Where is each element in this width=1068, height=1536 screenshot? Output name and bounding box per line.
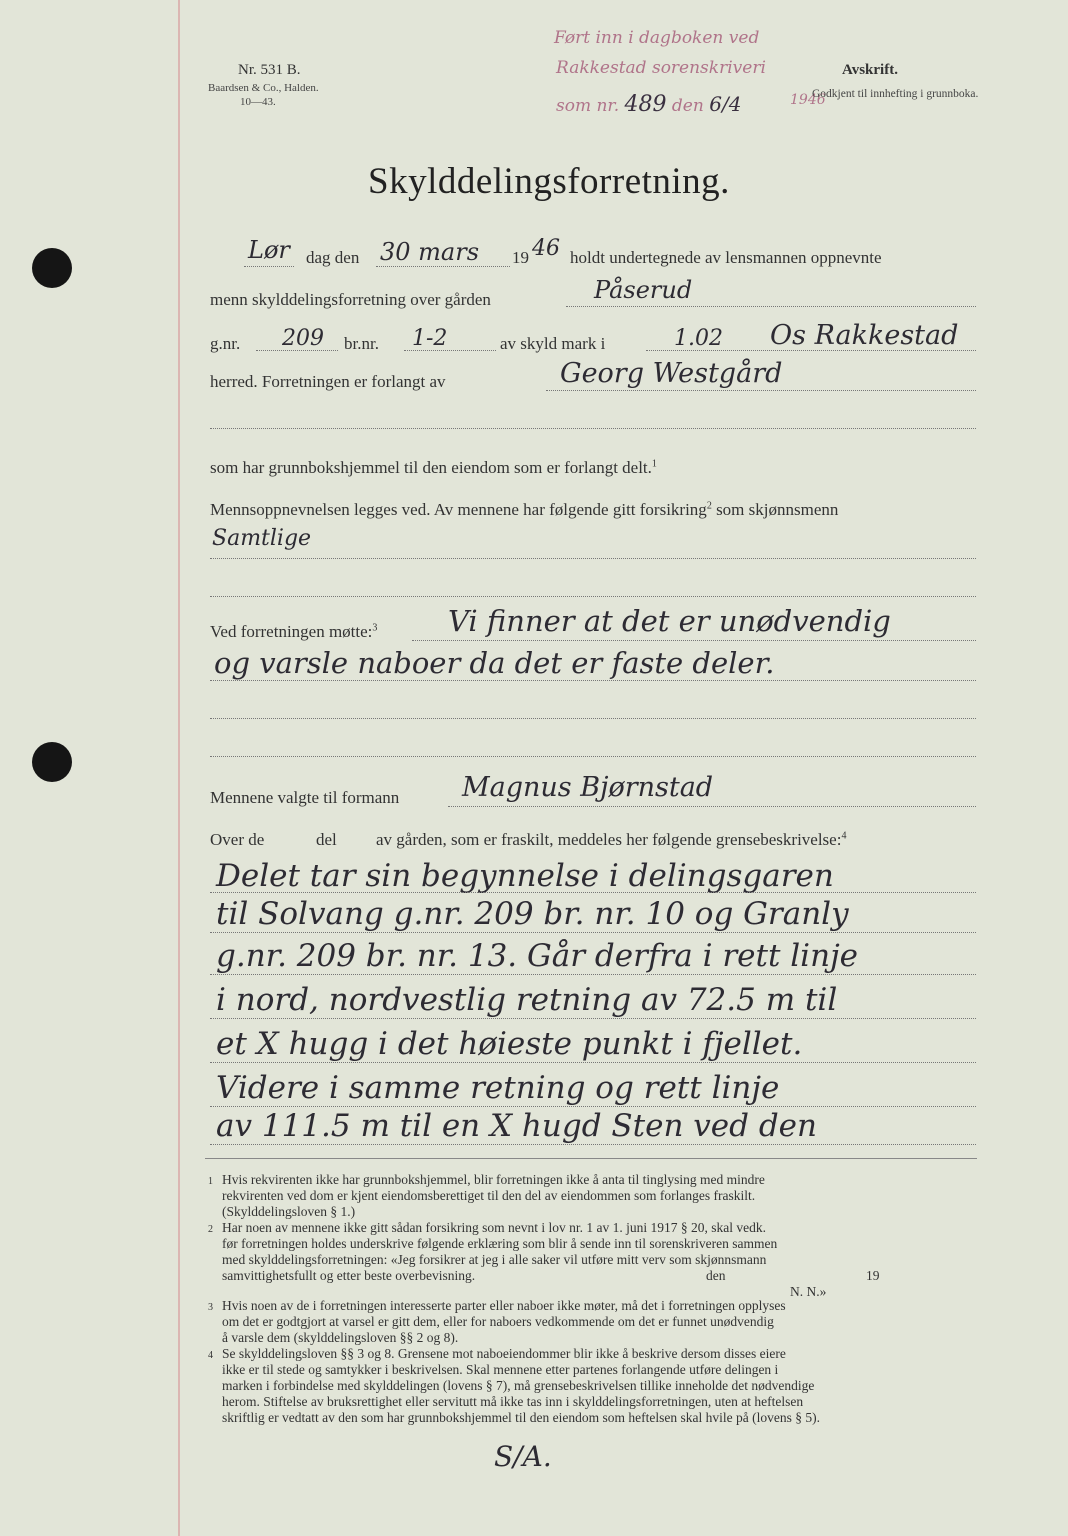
boundary-rule-3	[210, 974, 976, 975]
copy-label: Avskrift.	[842, 62, 898, 78]
footnote-3	[222, 1298, 786, 1346]
weekday-rule	[244, 266, 294, 267]
skyld-rule	[646, 350, 976, 351]
document-title: Skylddelingsforretning.	[368, 161, 730, 202]
boundary-rule-5	[210, 1062, 976, 1063]
year-entry: 46	[532, 236, 560, 261]
footnote-3-line: om det er godtgjort at varsel er gitt dem, eller for naboers vedkommende om det er funnet unødvendig	[222, 1314, 774, 1329]
footnote-2-den: den	[706, 1268, 726, 1283]
label-grunnbok	[210, 458, 657, 478]
mennsopp-text: Mennsoppnevnelsen legges ved. Av mennene har følgende gitt forsikring	[210, 500, 707, 519]
chair-entry: Magnus Bjørnstad	[462, 772, 714, 803]
label-holdt: holdt undertegnede av lensmannen oppnevnte	[570, 248, 882, 267]
footnote-4-line: ikke er til stede og samtykker i beskrivelsen. Skal mennene etter partenes forlangende utføre delingen i	[222, 1362, 779, 1377]
sworn-entry: Samtlige	[212, 526, 312, 551]
label-herred: herred. Forretningen er forlangt av	[210, 372, 446, 391]
brnr-entry: 1-2	[412, 326, 448, 351]
requester-entry: Georg Westgård	[560, 358, 783, 389]
boundary-rule-4	[210, 1018, 976, 1019]
boundary-line-6: Videre i samme retning og rett linje	[216, 1070, 780, 1106]
boundary-rule-2	[210, 932, 976, 933]
skyld-entry: 1.02	[674, 326, 723, 351]
footnote-2-line: samvittighetsfullt og etter beste overbevisning.	[222, 1268, 476, 1283]
footnote-1-line: Hvis rekvirenten ikke har grunnbokshjemmel, blir forretningen ikke å anta til tinglysing med mindre	[222, 1172, 765, 1187]
label-mennsopp	[210, 500, 838, 520]
farm-entry: Påserud	[594, 276, 693, 304]
label-formann: Mennene valgte til formann	[210, 788, 400, 807]
footnote-4	[222, 1346, 820, 1426]
blank-rule-2	[210, 596, 976, 597]
label-dag-den: dag den	[306, 248, 360, 267]
footnote-3-line: Hvis noen av de i forretningen interesserte parter eller naboer ikke møter, må det i forretningen opplyses	[222, 1298, 786, 1313]
brnr-rule	[404, 350, 496, 351]
weekday-entry: Lør	[248, 236, 290, 264]
footnote-number-2: 2	[208, 1224, 213, 1235]
boundary-rule-1	[210, 892, 976, 893]
publisher: Baardsen & Co., Halden.	[208, 82, 319, 94]
footnote-3-line: å varsle dem (skylddelingsloven §§ 2 og 8).	[222, 1330, 459, 1345]
av-garden-text: av gården, som er fraskilt, meddeles her følgende grensebeskrivelse:	[376, 830, 842, 849]
label-menn: menn skylddelingsforretning over gården	[210, 290, 491, 309]
boundary-line-1: Delet tar sin begynnelse i delingsgaren	[216, 858, 834, 894]
footnote-1-line: rekvirenten ved dom er kjent eiendomsberettiget til den del av eiendommen som forlanges fraskilt.	[222, 1188, 756, 1203]
skjonn-text: som skjønnsmenn	[716, 500, 839, 519]
footnote-1	[222, 1172, 765, 1220]
footnote-2	[222, 1220, 777, 1284]
boundary-line-2: til Solvang g.nr. 209 br. nr. 10 og Granly	[216, 896, 849, 932]
footnote-4-line: marken i forbindelse med skylddelingen (lovens § 7), må grensebeskrivelsen tillike inneholde det nødvendige	[222, 1378, 815, 1393]
label-motte	[210, 622, 377, 642]
sworn-rule	[210, 558, 976, 559]
requester-rule	[546, 390, 976, 391]
stamp-line-2: Rakkestad sorenskriveri	[556, 58, 766, 78]
motte-text: Ved forretningen møtte:	[210, 622, 373, 641]
footnote-2-line: med skylddelingsforretningen: «Jeg forsikrer at jeg i alle saker vil utføre mitt verv som skjønnsmann	[222, 1252, 767, 1267]
stamp-line-3	[556, 92, 741, 117]
footnote-number-4: 4	[208, 1350, 213, 1361]
place-entry: Os Rakkestad	[770, 320, 959, 351]
grunnbok-text: som har grunnbokshjemmel til den eiendom som er forlangt delt.	[210, 458, 652, 477]
footnote-2-line: før forretningen holdes underskrive følgende erklæring som blir å sende inn til sorenskriveren sammen	[222, 1236, 778, 1251]
footnote-4-line: Se skylddelingsloven §§ 3 og 8. Grensene mot naboeiendommer blir ikke å beskrive dersom disses eiere	[222, 1346, 786, 1361]
stamp-year: 1946	[790, 92, 826, 108]
blank-rule-1	[210, 428, 976, 429]
gnr-rule	[256, 350, 338, 351]
footnote-number-3: 3	[208, 1302, 213, 1313]
label-brnr: br.nr.	[344, 334, 379, 353]
boundary-rule-7	[210, 1144, 976, 1145]
footnote-2-nn: N. N.»	[790, 1284, 827, 1299]
blank-rule-3	[210, 718, 976, 719]
footnote-mark-4: 4	[841, 830, 847, 842]
stamp-den: den	[671, 96, 704, 116]
met-rule-2	[210, 680, 976, 681]
boundary-rule-6	[210, 1106, 976, 1107]
stamp-date: 6/4	[709, 92, 742, 116]
form-number: Nr. 531 B.	[238, 62, 301, 78]
label-gnr: g.nr.	[210, 334, 241, 353]
met-entry-2: og varsle naboer da det er faste deler.	[214, 646, 775, 680]
footnote-separator	[205, 1158, 977, 1159]
boundary-line-7: av 111.5 m til en X hugd Sten ved den	[216, 1108, 817, 1144]
boundary-line-5: et X hugg i det høieste punkt i fjellet.	[216, 1026, 803, 1062]
footnote-4-line: skriftlig er vedtatt av den som har grunnbokshjemmel til den eiendom som heftelsen skal hvile på (lovens § 5).	[222, 1410, 820, 1425]
punch-hole-top	[32, 248, 72, 288]
punch-hole-middle	[32, 742, 72, 782]
footnote-2-line: Har noen av mennene ikke gitt sådan forsikring som nevnt i lov nr. 1 av 1. juni 1917 § 20, skal vedk.	[222, 1220, 767, 1235]
footnote-mark-2: 2	[706, 500, 712, 512]
footnote-1-line: (Skylddelingsloven § 1.)	[222, 1204, 356, 1219]
label-over-de: Over de	[210, 830, 265, 849]
blank-rule-4	[210, 756, 976, 757]
footnote-number-1: 1	[208, 1176, 213, 1187]
farm-rule	[566, 306, 976, 307]
label-19: 19	[512, 248, 529, 267]
met-entry-1: Vi finner at det er unødvendig	[448, 604, 891, 638]
boundary-line-4: i nord, nordvestlig retning av 72.5 m til	[216, 982, 838, 1018]
label-del: del	[316, 830, 337, 849]
footnote-mark-1: 1	[651, 458, 657, 470]
footnote-4-line: herom. Stiftelse av bruksrettighet eller servitutt må ikke tas inn i skylddelingsforretningen, uten at heftelsen	[222, 1394, 804, 1409]
footnote-2-19: 19	[866, 1268, 880, 1283]
chair-rule	[448, 806, 976, 807]
copy-note: Godkjent til innhefting i grunnboka.	[812, 88, 979, 100]
stamp-prefix: som nr.	[556, 96, 620, 116]
met-rule-1	[412, 640, 976, 641]
date-rule	[376, 266, 510, 267]
stamp-number: 489	[624, 92, 667, 117]
print-date: 10—43.	[240, 96, 276, 108]
margin-rule	[178, 0, 180, 1536]
stamp-line-1: Ført inn i dagboken ved	[554, 28, 760, 48]
label-av-garden	[376, 830, 846, 850]
boundary-line-3: g.nr. 209 br. nr. 13. Går derfra i rett linje	[216, 938, 859, 974]
date-entry: 30 mars	[380, 238, 480, 266]
gnr-entry: 209	[282, 326, 324, 351]
bottom-mark: S/A.	[494, 1440, 552, 1473]
footnote-mark-3: 3	[372, 622, 378, 634]
label-skyld: av skyld mark i	[500, 334, 606, 353]
